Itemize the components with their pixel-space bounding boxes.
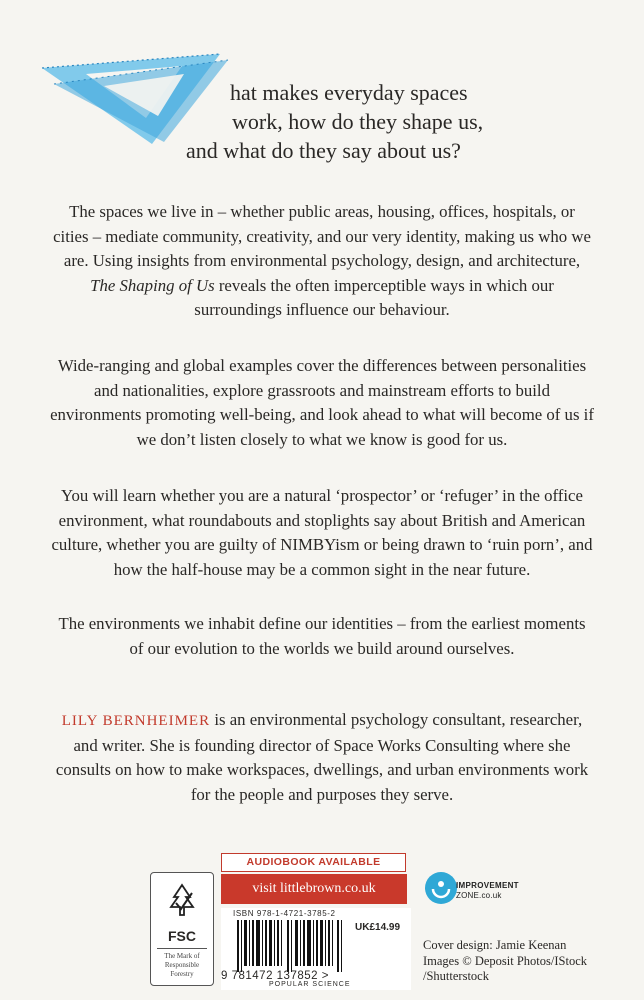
set-square-icon bbox=[34, 40, 234, 150]
improvement-zone-line-1: IMPROVEMENT bbox=[456, 881, 519, 890]
author-bio bbox=[50, 708, 594, 807]
isbn: ISBN 978-1-4721-3785-2 bbox=[233, 909, 336, 918]
fsc-tagline: The Mark of Responsible Forestry bbox=[164, 952, 200, 978]
cover-credits bbox=[423, 938, 633, 985]
audiobook-available-label: AUDIOBOOK AVAILABLE bbox=[221, 853, 406, 872]
barcode-panel bbox=[221, 908, 411, 990]
barcode-digits: 9 781472 137852 > bbox=[221, 970, 329, 982]
fsc-title: FSC bbox=[168, 928, 196, 944]
category: POPULAR SCIENCE bbox=[269, 981, 351, 988]
description-paragraph-3: You will learn whether you are a natural ‘prospector’ or ‘refuger’ in the office environment, what roundabouts and stoplights say about British and American culture, whether you are guilty of NIMBYism or being drawn to ‘ruin porn’, and how the half-house may be a common sight in the near future. bbox=[51, 486, 593, 579]
tree-check-icon bbox=[162, 881, 202, 921]
fsc-logo bbox=[150, 872, 214, 986]
credit-line-2: Images © Deposit Photos/IStock bbox=[423, 953, 588, 968]
author-bio-text: is an environmental psychology consultant, researcher, and writer. She is founding director of Space Works Consulting where she consults on how to make workspaces, dwellings, and urban environments work for the people and purposes they serve. bbox=[55, 710, 589, 804]
opening-question bbox=[186, 78, 610, 165]
improvement-zone-icon bbox=[425, 872, 457, 904]
credit-line-1: Cover design: Jamie Keenan bbox=[423, 938, 567, 952]
improvement-zone-logo bbox=[425, 872, 555, 908]
improvement-zone-line-2: ZONE.co.uk bbox=[456, 891, 502, 900]
description-paragraph-4: The environments we inhabit define our identities – from the earliest moments of our evolution to the worlds we build around ourselves. bbox=[58, 614, 586, 658]
paragraph1-text-after: reveals the often imperceptible ways in which our surroundings influence our behaviour. bbox=[194, 275, 554, 319]
paragraph1-text-before: The spaces we live in – whether public areas, housing, offices, hospitals, or cities – mediate community, creativity, and our very identity, making us who we are. Using insights from environmental psychology, design, and architecture, bbox=[53, 202, 591, 270]
author-name: LILY BERNHEIMER bbox=[61, 713, 211, 729]
heading-line-3: and what do they say about us? bbox=[186, 138, 461, 163]
credit-line-3: /Shutterstock bbox=[423, 969, 489, 983]
description-paragraph-1 bbox=[50, 200, 594, 323]
description-paragraph-2: Wide-ranging and global examples cover the differences between personalities and nationalities, explore grassroots and mainstream efforts to build environments promoting well-being, and look ahead to what will become of us if we don’t listen closely to what we know is good for us. bbox=[50, 356, 594, 449]
barcode-icon bbox=[237, 920, 347, 972]
publisher-website: visit littlebrown.co.uk bbox=[221, 874, 407, 904]
book-title: The Shaping of Us bbox=[90, 275, 215, 295]
heading-line-2: work, how do they shape us, bbox=[232, 109, 484, 134]
price: UK£14.99 bbox=[355, 922, 401, 933]
heading-line-1: hat makes everyday spaces bbox=[230, 80, 468, 105]
